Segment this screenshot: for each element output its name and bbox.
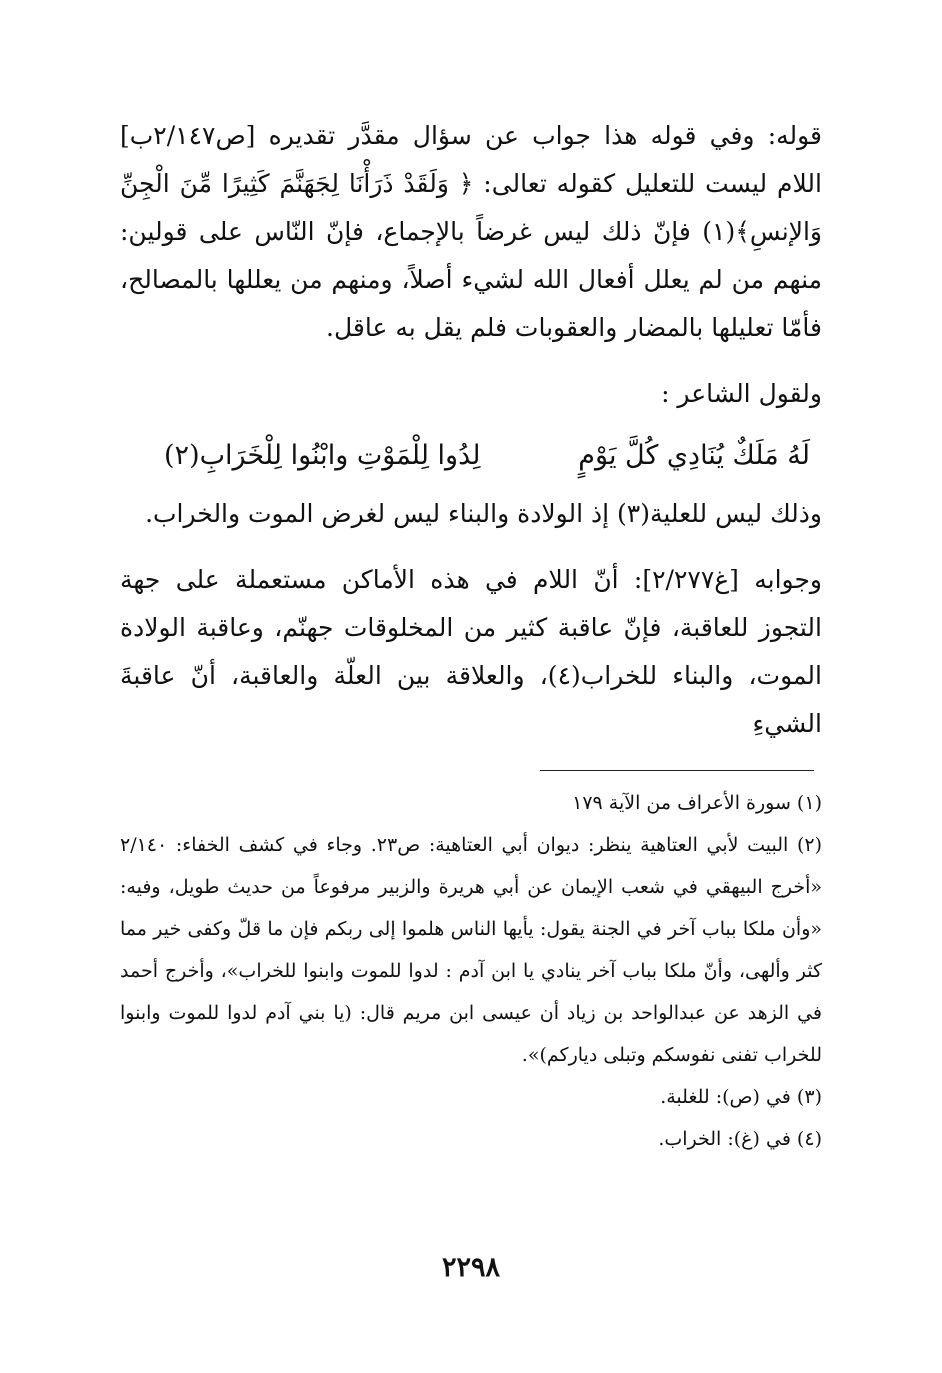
paragraph-2: وذلك ليس للعلية(٣) إذ الولادة والبناء ليس لغرض الموت والخراب. <box>145 499 822 528</box>
page-number: ٢٢٩٨ <box>441 1252 500 1283</box>
paragraph-3: وجوابه [غ٢/٢٧٧]: أنّ اللام في هذه الأماكن مستعملة على جهة التجوز للعاقبة، فإنّ عاقبة كثير من المخلوقات جهنّم، وعاقبة الولادة الموت، والبناء للخراب(٤)، والعلاقة بين العلّة والعاقبة، أنّ عاقبةَ الشيءِ <box>120 565 822 738</box>
verse-first-hemistich: لَهُ مَلَكٌ يُنَادِي كُلَّ يَوْمٍ <box>578 440 810 471</box>
footnote-3: (٣) في (ص): للغلبة. <box>660 1086 822 1108</box>
footnote-2: (٢) البيت لأبي العتاهية ينظر: ديوان أبي العتاهية: ص٢٣. وجاء في كشف الخفاء: ٢/١٤٠ «أخرج البيهقي في شعب الإيمان عن أبي هريرة والزبير مرفوعاً من حديث طويل، وفيه: «وأن ملكا بباب آخر في الجنة يقول: يأيها الناس هلموا إلى ربكم فإن ما قلّ وكفى خير مما كثر وألهى، وأنّ ملكا بباب آخر ينادي يا ابن آدم : لدوا للموت وابنوا للخراب»، وأخرج أحمد في الزهد عن عبدالواحد بن زياد أن عيسى ابن مريم قال: (يا بني آدم لدوا للموت وابنوا للخراب تفنى نفوسكم وتبلى دياركم)». <box>120 834 822 1066</box>
poet-intro: ولقول الشاعر : <box>661 379 822 408</box>
main-text <box>120 112 822 766</box>
footnote-1: (١) سورة الأعراف من الآية ١٧٩ <box>572 792 822 814</box>
footnote-divider <box>540 770 814 771</box>
paragraph-1: قوله: وفي قوله هذا جواب عن سؤال مقدَّر تقديره [ص٢/١٤٧ب] اللام ليست للتعليل كقوله تعالى: ﴿ وَلَقَدْ ذَرَأْنَا لِجَهَنَّمَ كَثِيرًا مِّنَ الْجِنِّ وَالإنسِ﴾(١) فإنّ ذلك ليس غرضاً بالإجماع، فإنّ النّاس على قولين: منهم من لم يعلل أفعال الله لشيء أصلاً، ومنهم من يعللها بالمصالح، فأمّا تعليلها بالمضار والعقوبات فلم يقل به عاقل. <box>120 121 822 342</box>
verse-second-hemistich: لِدُوا لِلْمَوْتِ وابْنُوا لِلْخَرَابِ(٢) <box>164 440 481 471</box>
footnote-4: (٤) في (غ): الخراب. <box>658 1128 822 1150</box>
poem-verse <box>164 430 810 482</box>
footnotes <box>120 782 822 1160</box>
